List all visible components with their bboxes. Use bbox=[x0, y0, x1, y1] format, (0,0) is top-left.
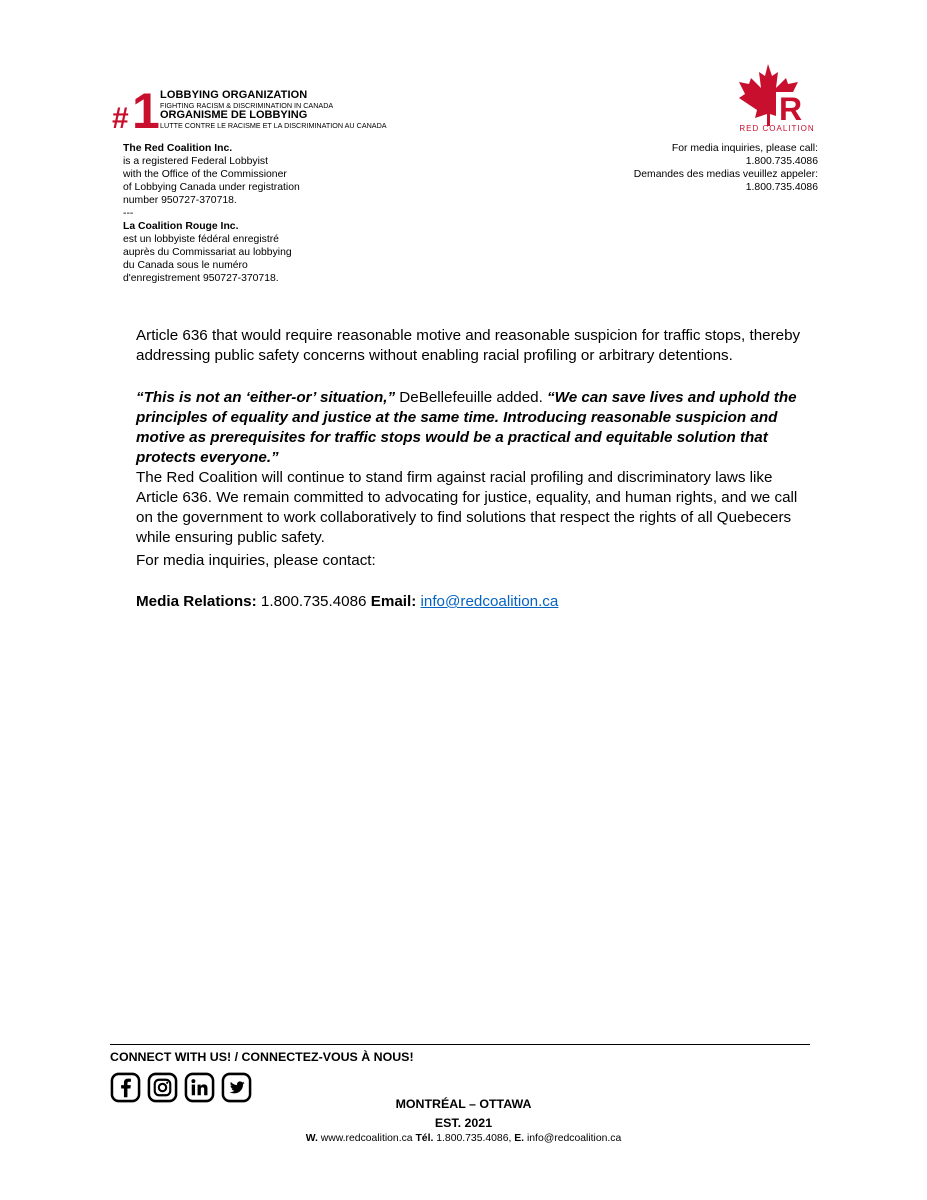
lobby-en-line: of Lobbying Canada under registration bbox=[123, 182, 300, 193]
media-relations-label: Media Relations: bbox=[136, 593, 257, 610]
lobbying-badge bbox=[112, 83, 412, 139]
footer-email[interactable]: info@redcoalition.ca bbox=[524, 1133, 622, 1144]
lobby-fr-line: d'enregistrement 950727-370718. bbox=[123, 273, 279, 284]
footer-cities: MONTRÉAL – OTTAWA bbox=[395, 1097, 532, 1111]
media-contact-intro: For media inquiries, please contact: bbox=[136, 552, 376, 569]
lobby-en-name: The Red Coalition Inc. bbox=[123, 143, 233, 154]
paragraph-article-636: Article 636 that would require reasonable motive and reasonable suspicion for traffic stops, thereby addressing public safety concerns without enabling racial profiling or arbitrary detentions. bbox=[136, 327, 801, 364]
quote-attribution: DeBellefeuille added. bbox=[395, 389, 548, 406]
logo-text: RED COALITION bbox=[739, 124, 815, 133]
lobby-fr-line: est un lobbyiste fédéral enregistré bbox=[123, 234, 279, 245]
website-label: W. bbox=[305, 1133, 318, 1144]
badge-number: 1 bbox=[132, 83, 160, 139]
media-line: 1.800.735.4086 bbox=[745, 156, 818, 167]
quote-part-1: “This is not an ‘either-or’ situation,” bbox=[136, 389, 396, 406]
paragraph-quote bbox=[136, 388, 816, 548]
media-line: Demandes des medias veuillez appeler: bbox=[633, 169, 818, 180]
separator: --- bbox=[123, 208, 134, 219]
lobby-registration-info bbox=[123, 142, 383, 285]
badge-line-2: FIGHTING RACISM & DISCRIMINATION IN CANADA bbox=[160, 101, 334, 110]
connect-heading: CONNECT WITH US! / CONNECTEZ-VOUS À NOUS! bbox=[110, 1050, 414, 1064]
footer-established: EST. 2021 bbox=[434, 1116, 493, 1130]
website-url[interactable]: www.redcoalition.ca bbox=[317, 1133, 416, 1144]
logo-letter: R bbox=[779, 91, 803, 127]
media-relations-phone: 1.800.735.4086 bbox=[256, 593, 371, 610]
paragraph-commitment: The Red Coalition will continue to stand firm against racial profiling and discriminatory laws like Article 636. We remain committed to advocating for justice, equality, and human rights, and we call on the government to work collaboratively to find solutions that respect the rights of all Quebecers while ensuring public safety. bbox=[136, 469, 798, 546]
media-line: For media inquiries, please call: bbox=[671, 143, 818, 154]
lobby-en-line: with the Office of the Commissioner bbox=[123, 169, 287, 180]
lobby-fr-line: auprès du Commissariat au lobbying bbox=[123, 247, 292, 258]
badge-line-3: ORGANISME DE LOBBYING bbox=[160, 109, 308, 122]
email-label: Email: bbox=[370, 593, 417, 610]
footer-contact bbox=[0, 1133, 927, 1144]
tel-number: 1.800.735.4086, bbox=[433, 1133, 515, 1144]
lobby-en-line: number 950727-370718. bbox=[123, 195, 237, 206]
badge-line-1: LOBBYING ORGANIZATION bbox=[160, 89, 308, 101]
badge-hash: # bbox=[112, 102, 129, 135]
quote-part-2: “We can save lives and uphold the principles of equality and justice at the same time. Introducing reasonable suspicion and motive as prerequisites for traffic stops would be a practical and equitable solution that protects everyone.” bbox=[136, 389, 797, 466]
media-contact-line bbox=[136, 592, 816, 612]
email-link[interactable]: info@redcoalition.ca bbox=[420, 593, 559, 610]
lobby-en-line: is a registered Federal Lobbyist bbox=[123, 156, 268, 167]
media-line: 1.800.735.4086 bbox=[745, 182, 818, 193]
email-footer-label: E. bbox=[514, 1133, 525, 1144]
lobby-fr-name: La Coalition Rouge Inc. bbox=[123, 221, 239, 232]
badge-line-4: LUTTE CONTRE LE RACISME ET LA DISCRIMINATION AU CANADA bbox=[160, 121, 387, 131]
footer-divider bbox=[110, 1044, 810, 1045]
media-inquiry-info bbox=[558, 142, 818, 194]
tel-label: Tél. bbox=[415, 1133, 434, 1144]
lobby-fr-line: du Canada sous le numéro bbox=[123, 260, 248, 271]
